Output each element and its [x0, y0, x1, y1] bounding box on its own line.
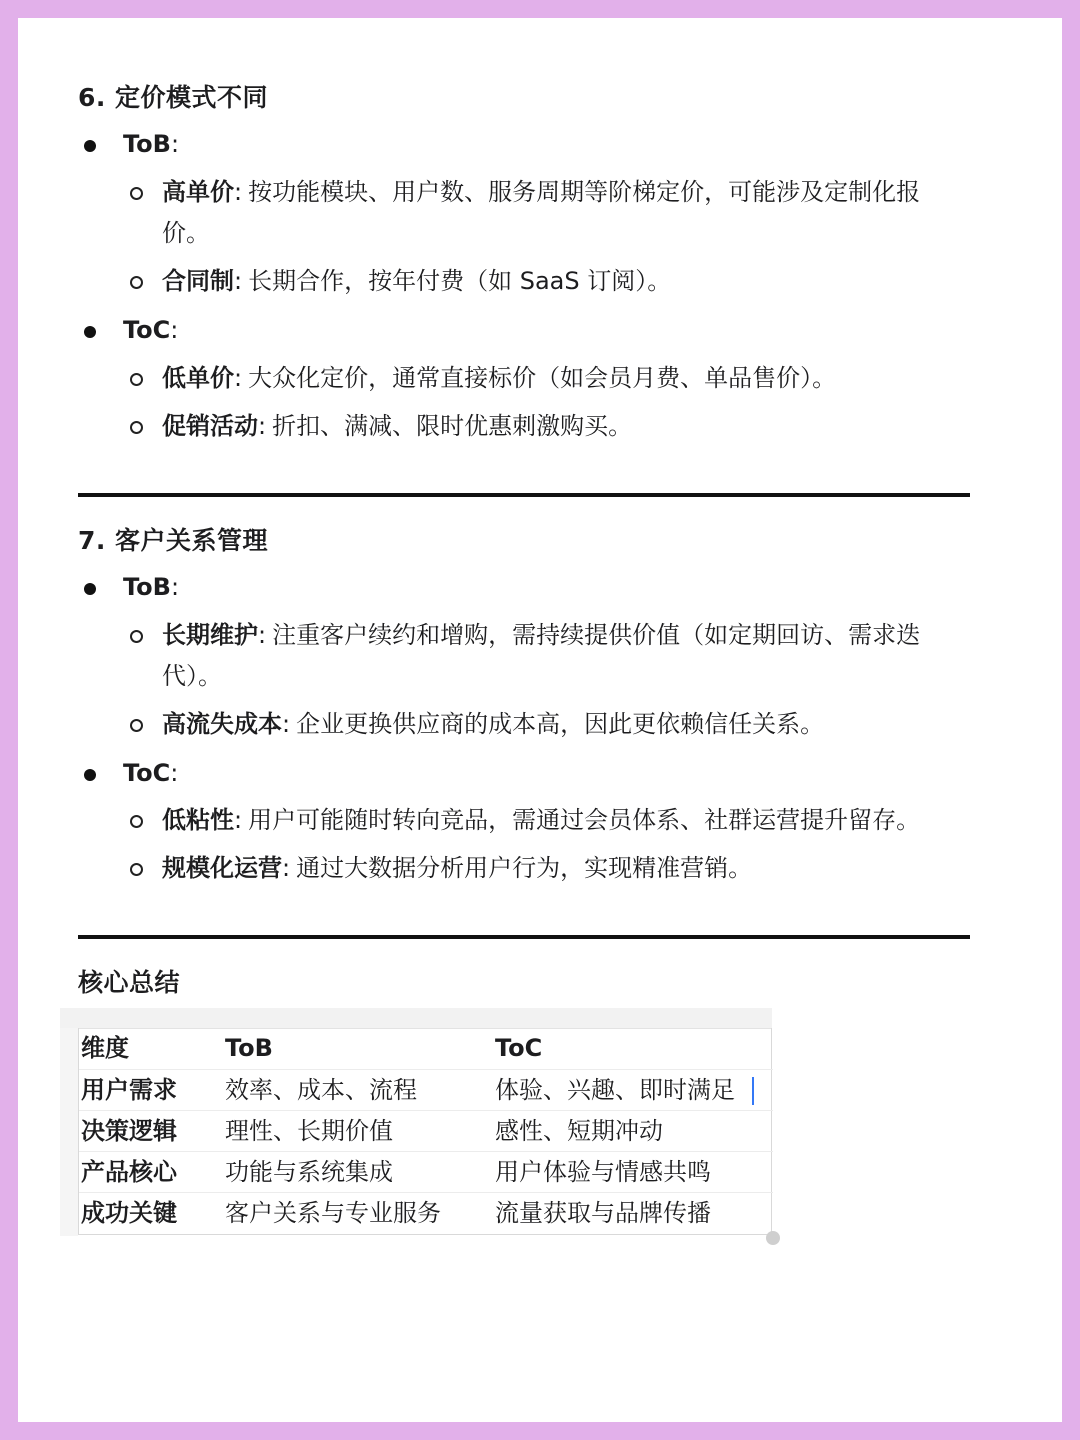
- bullet-circle-icon: [130, 719, 143, 732]
- table-header-cell[interactable]: ToB: [225, 1034, 273, 1062]
- subitem-desc: 长期合作，按年付费（如 SaaS 订阅）。: [248, 267, 672, 295]
- bullet-circle-icon: [130, 276, 143, 289]
- section-6-tob-subitem-1: [162, 172, 974, 254]
- colon: :: [258, 412, 267, 440]
- section-7-tob-label: ToB: [123, 573, 171, 601]
- table-cell[interactable]: 决策逻辑: [81, 1117, 177, 1145]
- subitem-term: 高流失成本: [162, 710, 282, 738]
- colon: :: [234, 267, 243, 295]
- subitem-desc-line2: 代）。: [162, 662, 222, 690]
- text-cursor: [752, 1077, 754, 1105]
- table-cell[interactable]: 体验、兴趣、即时满足: [495, 1076, 735, 1104]
- subitem-term: 低粘性: [162, 806, 234, 834]
- subitem-term: 规模化运营: [162, 854, 282, 882]
- table-header-cell[interactable]: ToC: [495, 1034, 543, 1062]
- section-7-title: 客户关系管理: [115, 526, 269, 555]
- bullet-circle-icon: [130, 421, 143, 434]
- table-row: [79, 1110, 773, 1152]
- section-6-toc-label: ToC: [123, 316, 171, 344]
- colon: :: [234, 178, 243, 206]
- colon: :: [234, 364, 243, 392]
- summary-table: [78, 1028, 772, 1235]
- summary-table-widget[interactable]: [60, 1008, 772, 1236]
- subitem-term: 长期维护: [162, 621, 258, 649]
- subitem-desc: 企业更换供应商的成本高，因此更依赖信任关系。: [296, 710, 825, 738]
- table-row: [79, 1069, 773, 1111]
- subitem-term: 高单价: [162, 178, 234, 206]
- table-cell[interactable]: 成功关键: [81, 1199, 177, 1227]
- table-header-cell[interactable]: 维度: [81, 1034, 129, 1062]
- subitem-desc: 大众化定价，通常直接标价（如会员月费、单品售价）。: [248, 364, 837, 392]
- table-row-header-bar[interactable]: [60, 1028, 78, 1236]
- section-7-tob-subitem-1: [162, 615, 974, 697]
- section-7-toc-subitem-2: [162, 848, 974, 889]
- section-7-heading: [78, 521, 268, 557]
- table-column-header-bar[interactable]: [60, 1008, 772, 1029]
- table-cell[interactable]: 理性、长期价值: [225, 1117, 393, 1145]
- bullet-dot-icon: [84, 769, 96, 781]
- table-cell[interactable]: 用户需求: [81, 1076, 177, 1104]
- subitem-desc-line1: 按功能模块、用户数、服务周期等阶梯定价，可能涉及定制化报: [248, 178, 921, 206]
- bullet-circle-icon: [130, 815, 143, 828]
- table-cell[interactable]: 效率、成本、流程: [225, 1076, 417, 1104]
- bullet-circle-icon: [130, 187, 143, 200]
- section-6-heading: [78, 78, 268, 114]
- table-resize-handle[interactable]: [766, 1231, 780, 1245]
- section-6-toc-subitem-2: [162, 406, 974, 447]
- bullet-dot-icon: [84, 326, 96, 338]
- table-row: [79, 1192, 773, 1234]
- colon: :: [170, 316, 179, 344]
- colon: :: [282, 710, 291, 738]
- horizontal-divider: [78, 493, 970, 497]
- bullet-circle-icon: [130, 373, 143, 386]
- subitem-desc-line1: 注重客户续约和增购，需持续提供价值（如定期回访、需求迭: [272, 621, 921, 649]
- table-cell[interactable]: 感性、短期冲动: [495, 1117, 663, 1145]
- table-cell[interactable]: 客户关系与专业服务: [225, 1199, 441, 1227]
- section-6-tob-subitem-2: [162, 261, 974, 302]
- colon: :: [234, 806, 243, 834]
- subitem-desc: 通过大数据分析用户行为，实现精准营销。: [296, 854, 753, 882]
- colon: :: [170, 130, 180, 158]
- table-cell[interactable]: 用户体验与情感共鸣: [495, 1158, 711, 1186]
- table-cell[interactable]: 流量获取与品牌传播: [495, 1199, 711, 1227]
- subitem-term: 低单价: [162, 364, 234, 392]
- colon: :: [282, 854, 291, 882]
- section-6-title: 定价模式不同: [115, 83, 269, 112]
- section-6-tob-label: ToB: [123, 130, 171, 158]
- subitem-desc-line2: 价。: [162, 219, 210, 247]
- document-page: [18, 18, 1062, 1422]
- table-cell[interactable]: 产品核心: [81, 1158, 177, 1186]
- section-6-toc-subitem-1: [162, 358, 974, 399]
- table-header-row: [79, 1028, 773, 1069]
- section-7-toc-subitem-1: [162, 800, 974, 841]
- section-7-number: 7.: [78, 526, 106, 555]
- table-cell[interactable]: 功能与系统集成: [225, 1158, 393, 1186]
- bullet-dot-icon: [84, 583, 96, 595]
- colon: :: [170, 759, 179, 787]
- section-6-number: 6.: [78, 83, 106, 112]
- bullet-dot-icon: [84, 140, 96, 152]
- subitem-desc: 用户可能随时转向竞品，需通过会员体系、社群运营提升留存。: [248, 806, 921, 834]
- subitem-term: 促销活动: [162, 412, 258, 440]
- colon: :: [170, 573, 180, 601]
- section-7-tob-subitem-2: [162, 704, 974, 745]
- subitem-term: 合同制: [162, 267, 234, 295]
- section-7-toc-label: ToC: [123, 759, 171, 787]
- summary-heading: [78, 963, 180, 999]
- subitem-desc: 折扣、满减、限时优惠刺激购买。: [272, 412, 633, 440]
- bullet-circle-icon: [130, 863, 143, 876]
- summary-title: 核心总结: [78, 968, 181, 997]
- bullet-circle-icon: [130, 630, 143, 643]
- colon: :: [258, 621, 267, 649]
- horizontal-divider: [78, 935, 970, 939]
- table-row: [79, 1151, 773, 1193]
